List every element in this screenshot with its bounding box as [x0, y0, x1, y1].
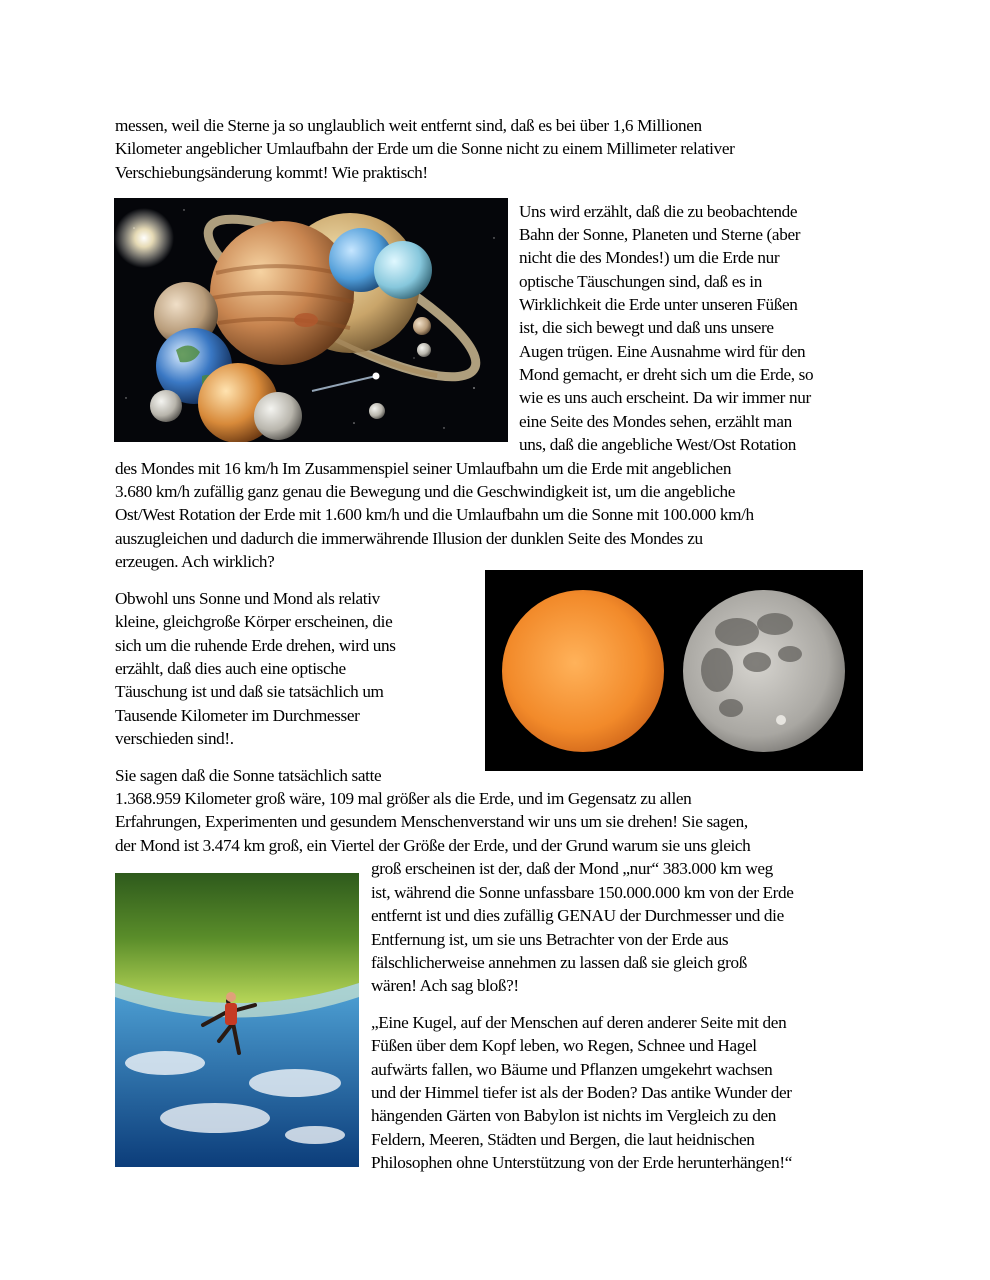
text-line: groß erscheinen ist der, daß der Mond „nur“ 383.000 km weg	[371, 859, 773, 878]
text-line: fälschlicherweise annehmen zu lassen daß sie gleich groß	[371, 953, 748, 972]
text-line: erzählt, daß dies auch eine optische	[115, 659, 346, 678]
text-line: Ost/West Rotation der Erde mit 1.600 km/h und die Umlaufbahn um die Sonne mit 100.000 km/h	[115, 505, 754, 524]
text-line: wären! Ach sag bloß?!	[371, 976, 519, 995]
text-line: Erfahrungen, Experimenten und gesundem Menschenverstand wir uns um sie drehen! Sie sagen,	[115, 812, 748, 831]
quote-line: Feldern, Meeren, Städten und Bergen, die laut heidnischen	[371, 1130, 755, 1149]
text-line: Sie sagen daß die Sonne tatsächlich satte	[115, 766, 382, 785]
text-line: Wirklichkeit die Erde unter unseren Füßen	[519, 295, 798, 314]
text-line: Entfernung ist, um sie uns Betrachter von der Erde aus	[371, 930, 729, 949]
quote-line: aufwärts fallen, wo Bäume und Pflanzen umgekehrt wachsen	[371, 1060, 773, 1079]
quote-line: „Eine Kugel, auf der Menschen auf deren anderer Seite mit den	[371, 1013, 787, 1032]
text-line: erzeugen. Ach wirklich?	[115, 552, 275, 571]
text-line: Verschiebungsänderung kommt! Wie praktisch!	[115, 163, 428, 182]
text-line: nicht die des Mondes!) um die Erde nur	[519, 248, 780, 267]
upside-down-earth-image	[115, 873, 359, 1167]
text-line: Augen trügen. Eine Ausnahme wird für den	[519, 342, 806, 361]
sun-moon-image	[485, 570, 863, 771]
text-line: des Mondes mit 16 km/h Im Zusammenspiel seiner Umlaufbahn um die Erde mit angeblichen	[115, 459, 732, 478]
text-line: der Mond ist 3.474 km groß, ein Viertel der Größe der Erde, und der Grund warum sie uns gleich	[115, 836, 751, 855]
text-line: Mond gemacht, er dreht sich um die Erde, so	[519, 365, 814, 384]
text-line: 3.680 km/h zufällig ganz genau die Bewegung und die Geschwindigkeit ist, um die angebliche	[115, 482, 736, 501]
planets-image	[114, 198, 508, 442]
quote-line: Füßen über dem Kopf leben, wo Regen, Schnee und Hagel	[371, 1036, 757, 1055]
text-line: messen, weil die Sterne ja so unglaublich weit entfernt sind, daß es bei über 1,6 Millionen	[115, 116, 702, 135]
text-line: Uns wird erzählt, daß die zu beobachtende	[519, 202, 798, 221]
quote-line: Philosophen ohne Unterstützung von der Erde herunterhängen!“	[371, 1153, 792, 1172]
text-line: ist, die sich bewegt und daß uns unsere	[519, 318, 774, 337]
text-line: Täuschung ist und daß sie tatsächlich um	[115, 682, 384, 701]
text-line: uns, daß die angebliche West/Ost Rotation	[519, 435, 797, 454]
text-line: Obwohl uns Sonne und Mond als relativ	[115, 589, 380, 608]
text-line: auszugleichen und dadurch die immerwährende Illusion der dunklen Seite des Mondes zu	[115, 529, 703, 548]
text-line: eine Seite des Mondes sehen, erzählt man	[519, 412, 792, 431]
text-line: wie es uns auch erscheint. Da wir immer nur	[519, 388, 811, 407]
text-line: Kilometer angeblicher Umlaufbahn der Erde um die Sonne nicht zu einem Millimeter relativer	[115, 139, 735, 158]
text-line: Bahn der Sonne, Planeten und Sterne (aber	[519, 225, 801, 244]
text-line: 1.368.959 Kilometer groß wäre, 109 mal größer als die Erde, und im Gegensatz zu allen	[115, 789, 692, 808]
text-line: verschieden sind!.	[115, 729, 234, 748]
quote-line: und der Himmel tiefer ist als der Boden? Das antike Wunder der	[371, 1083, 792, 1102]
text-line: entfernt ist und dies zufällig GENAU der Durchmesser und die	[371, 906, 784, 925]
quote-line: hängenden Gärten von Babylon ist nichts im Vergleich zu den	[371, 1106, 776, 1125]
text-line: sich um die ruhende Erde drehen, wird uns	[115, 636, 396, 655]
text-line: kleine, gleichgroße Körper erscheinen, die	[115, 612, 393, 631]
text-line: optische Täuschungen sind, daß es in	[519, 272, 762, 291]
text-line: ist, während die Sonne unfassbare 150.000.000 km von der Erde	[371, 883, 794, 902]
text-line: Tausende Kilometer im Durchmesser	[115, 706, 360, 725]
